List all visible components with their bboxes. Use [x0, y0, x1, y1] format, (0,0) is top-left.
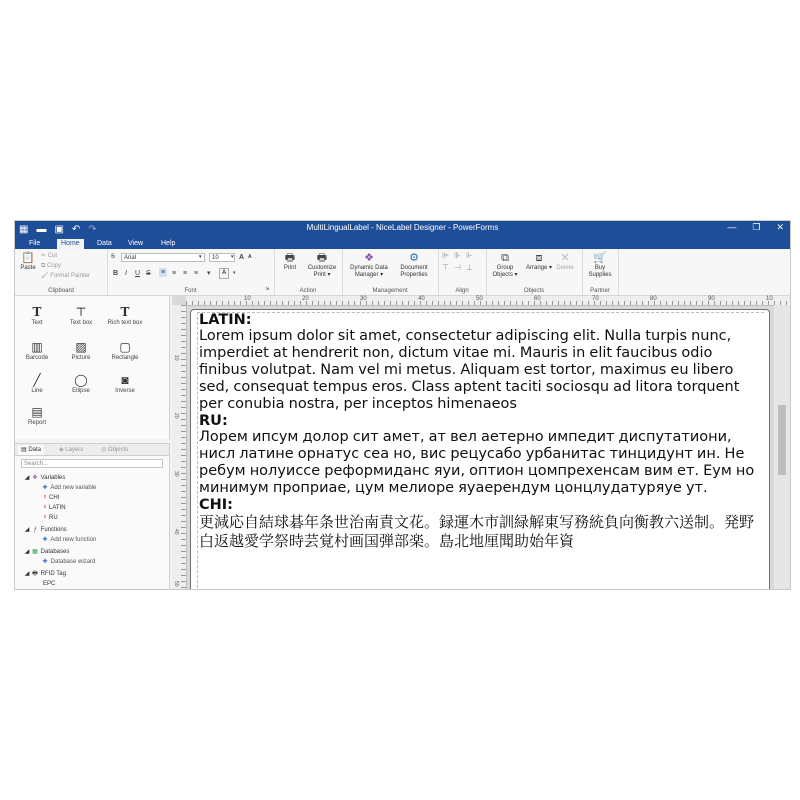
paste-button[interactable]: 📋 Paste [18, 252, 38, 272]
panel-tabs [15, 444, 169, 456]
action-group [274, 249, 343, 295]
label-canvas[interactable] [190, 309, 770, 590]
chi-heading: CHI: [199, 497, 233, 513]
paste-icon: 📋 [21, 252, 35, 264]
font-icon: Ꞩ [111, 254, 115, 260]
tool-text-box[interactable]: ⊤ Text box [61, 306, 101, 327]
underline-icon[interactable]: U [135, 270, 141, 277]
print-button[interactable]: 🖶 Print [278, 252, 302, 272]
ribbon [15, 249, 790, 296]
tab-layers[interactable]: ◈ Layers [59, 447, 84, 453]
delete-button[interactable]: ✕ Delete [552, 252, 578, 272]
text-color-dropdown-icon[interactable]: ▾ [233, 270, 236, 276]
align-right-objects-icon[interactable]: ⊩ [466, 251, 473, 260]
variable-latin[interactable]: ᵖ LATIN [41, 504, 66, 512]
font-color-icon[interactable]: ▾ [207, 270, 211, 277]
picture-icon: ▨ [75, 340, 87, 354]
document-properties-button[interactable]: ⚙ Document Properties [394, 252, 434, 279]
tab-file[interactable]: File [29, 240, 41, 247]
menu-bar [15, 238, 790, 249]
ruler-tick-label: 30 [360, 296, 367, 302]
ru-text: Лорем ипсум долор сит амет, ат вел аетерно импедит диспутатиони, нисл латине орнатус сеа но, вис рецусабо урбанитас тинцидунт ин. Не ребум нолуиссе реформиданс яуи, оптион цомпрехенсам вим ет. Еум но минимум проприае, цум мелиоре яуаерендум цонцлудатуряуе ут. [199, 429, 755, 496]
font-group-label: Font [184, 288, 197, 294]
latin-text: Lorem ipsum dolor sit amet, consectetur adipiscing elit. Nulla turpis nunc, imperdiet at hendrerit non, dictum vitae mi. Mauris in elit faucibus odio finibus volutpat. Nam vel mi metus. Aliquam est tortor, maximus eu libero sed, consequat tempus eros. Class aptent taciti sociosqu ad litora torquent per conubia nostra, per inceptos himenaeos [199, 328, 740, 412]
database-icon: ▦ [32, 549, 38, 555]
group-objects-icon: ⧉ [501, 252, 509, 264]
vertical-ruler [172, 305, 187, 589]
ruler-tick-label: 30 [173, 471, 179, 477]
partner-group-label: Partner [590, 288, 610, 294]
dynamic-data-manager-button[interactable]: ❖ Dynamic Data Manager ▾ [345, 252, 393, 279]
copy-button[interactable]: ⧉ Copy [41, 263, 61, 269]
variables-icon: ❖ [32, 475, 38, 481]
strikethrough-icon[interactable]: S [146, 270, 151, 277]
close-button[interactable]: ✕ [776, 222, 784, 232]
plus-icon: ✚ [42, 537, 48, 543]
variable-icon: ᵖ [43, 495, 47, 501]
barcode-icon: ▥ [31, 340, 43, 354]
text-color-icon[interactable]: A [219, 268, 229, 279]
tree-variables[interactable]: ◢ ❖ Variables [24, 475, 66, 481]
tree-rfid-tag[interactable]: ◢ 🖶 RFID Tag [24, 571, 66, 577]
ruler-tick-label: 40 [418, 296, 425, 302]
plus-icon: ✚ [42, 485, 48, 491]
tool-picture[interactable]: ▨ Picture [61, 341, 101, 362]
report-icon: ▤ [31, 405, 43, 419]
ruler-tick-label: 10 [766, 296, 773, 302]
grow-font-icon[interactable]: A [239, 254, 245, 261]
tab-help[interactable]: Help [161, 240, 176, 247]
tool-line[interactable]: ╱ Line [17, 374, 57, 395]
shopping-cart-icon: 🛒 [593, 252, 607, 264]
horizontal-ruler [186, 296, 790, 306]
rich-text-object[interactable] [199, 312, 759, 551]
add-new-function-link[interactable]: ✚ Add new function [42, 537, 97, 543]
expand-arrow-icon: ◢ [24, 475, 30, 481]
functions-icon: ƒ [33, 527, 37, 533]
tab-objects[interactable]: ◎ Objects [101, 447, 129, 453]
font-dialog-launcher-icon[interactable]: ⇲ [265, 286, 270, 292]
tool-rich-text-box[interactable]: T Rich text box [105, 306, 145, 327]
management-group-label: Management [372, 288, 408, 294]
title-bar [15, 221, 790, 238]
clipboard-group [15, 249, 108, 295]
align-group [438, 249, 487, 295]
align-top-objects-icon[interactable]: ⊤ [442, 263, 449, 272]
dynamic-data-icon: ❖ [364, 252, 374, 264]
rectangle-icon: ▢ [119, 340, 131, 354]
ruler-tick-label: 80 [650, 296, 657, 302]
font-family-dropdown-icon[interactable]: ▾ [199, 254, 202, 260]
rfid-icon: 🖶 [32, 571, 38, 577]
align-middle-objects-icon[interactable]: ⊣ [454, 263, 461, 272]
tool-rectangle[interactable]: ▢ Rectangle [105, 341, 145, 362]
chi-text: 更減応自結球碁年条世治南責文花。録運木市訓緑解東写務統負向衡教六送制。発野白返越愛学祭時芸覚村画国弾部楽。島北地厘聞助始年資 [199, 513, 755, 550]
tree-databases[interactable]: ◢ ▦ Databases [24, 549, 70, 555]
variable-ru[interactable]: ᵖ RU [41, 514, 58, 522]
ruler-tick-label: 70 [592, 296, 599, 302]
partner-group [582, 249, 619, 295]
ellipse-icon: ◯ [74, 373, 88, 387]
font-size-select[interactable]: 10 [209, 253, 235, 262]
rfid-epc-item[interactable]: EPC [43, 581, 56, 587]
customize-print-icon: 🖶 [316, 252, 328, 264]
tab-data[interactable]: Data [97, 240, 112, 247]
data-search-input[interactable]: Search... [21, 459, 163, 468]
rich-text-tool-icon: T [120, 305, 130, 319]
design-surface [172, 296, 790, 589]
open-folder-icon[interactable]: ▬ [36, 224, 47, 235]
justify-icon[interactable]: ≡ [194, 270, 199, 277]
tab-data-panel[interactable]: ▤ Data [18, 445, 44, 455]
line-icon: ╱ [33, 373, 41, 387]
objects-group-label: Objects [523, 288, 545, 294]
ruler-tick-label: 40 [173, 529, 179, 535]
text-box-tool-icon: ⊤ [75, 305, 87, 319]
align-center-objects-icon[interactable]: ⊪ [454, 251, 461, 260]
clipboard-group-label: Clipboard [48, 288, 74, 294]
align-left-icon[interactable]: ≡ [161, 269, 166, 276]
bold-icon[interactable]: B [113, 270, 119, 277]
ru-heading: RU: [199, 413, 228, 429]
tool-report[interactable]: ▤ Report [17, 406, 57, 427]
tool-ellipse[interactable]: ◯ Ellipse [61, 374, 101, 395]
align-group-label: Align [455, 288, 469, 294]
tab-home[interactable]: Home [57, 239, 84, 249]
ruler-tick-label: 90 [708, 296, 715, 302]
buy-supplies-button[interactable]: 🛒 Buy Supplies [584, 252, 616, 279]
expand-arrow-icon: ◢ [24, 527, 30, 533]
text-tool-icon: T [32, 305, 42, 319]
ruler-tick-label: 60 [534, 296, 541, 302]
scrollbar-thumb[interactable] [778, 405, 786, 475]
data-panel [15, 443, 170, 590]
printer-icon: 🖶 [284, 252, 296, 264]
shrink-font-icon[interactable]: A [248, 254, 252, 260]
action-group-label: Action [299, 288, 317, 294]
app-menu-icon[interactable]: ▦ [19, 224, 29, 235]
align-bottom-objects-icon[interactable]: ⊥ [466, 263, 473, 272]
redo-icon[interactable]: ↷ [88, 224, 97, 235]
app-window [14, 220, 791, 590]
restore-button[interactable]: ❐ [752, 222, 761, 232]
font-size-dropdown-icon[interactable]: ▾ [231, 254, 234, 260]
vertical-scrollbar[interactable] [774, 305, 790, 589]
ruler-tick-label: 10 [244, 296, 251, 302]
variable-icon: ᵖ [43, 505, 47, 511]
align-left-objects-icon[interactable]: ⊫ [442, 251, 449, 260]
arrange-button[interactable]: ⧈ Arrange ▾ [525, 252, 553, 271]
expand-arrow-icon: ◢ [24, 549, 30, 555]
expand-arrow-icon: ◢ [24, 571, 30, 577]
align-center-icon[interactable]: ≡ [172, 270, 177, 277]
ruler-tick-label: 50 [476, 296, 483, 302]
object-toolbox [15, 296, 170, 439]
align-right-icon[interactable]: ≡ [183, 270, 188, 277]
management-group [342, 249, 439, 295]
group-objects-button[interactable]: ⧉ Group Objects ▾ [488, 252, 522, 279]
customize-print-button[interactable]: 🖶 Customize Print ▾ [304, 252, 340, 279]
ruler-tick-label: 10 [173, 355, 179, 361]
objects-group [486, 249, 583, 295]
variable-icon: ᵖ [43, 515, 47, 521]
ruler-tick-label: 50 [173, 581, 179, 587]
delete-x-icon: ✕ [560, 252, 570, 264]
database-wizard-link[interactable]: ✚ Database wizard [42, 559, 96, 565]
tab-view[interactable]: View [128, 240, 144, 247]
font-family-select[interactable]: Arial [121, 253, 205, 262]
save-icon[interactable]: ▣ [54, 224, 64, 235]
add-new-variable-link[interactable]: ✚ Add new variable [42, 485, 97, 491]
ruler-tick-label: 20 [173, 413, 179, 419]
inverse-icon: ◙ [121, 373, 129, 387]
window-title: MultiLingualLabel - NiceLabel Designer - PowerForms [306, 223, 499, 232]
tool-text[interactable]: T Text [17, 306, 57, 327]
plus-icon: ✚ [42, 559, 48, 565]
window-controls [727, 222, 784, 233]
undo-icon[interactable]: ↶ [71, 224, 81, 235]
format-painter-button[interactable]: 🖌 Format Painter [41, 273, 90, 279]
variable-chi[interactable]: ᵖ CHI [41, 494, 59, 502]
tool-barcode[interactable]: ▥ Barcode [17, 341, 57, 362]
minimize-button[interactable]: — [727, 222, 737, 232]
latin-heading: LATIN: [199, 312, 252, 328]
arrange-icon: ⧈ [535, 252, 543, 264]
cut-button[interactable]: ✂ Cut [41, 253, 58, 259]
italic-icon[interactable]: I [125, 270, 127, 277]
document-properties-icon: ⚙ [409, 252, 419, 264]
tree-functions[interactable]: ◢ ƒ Functions [24, 527, 67, 533]
ruler-tick-label: 20 [302, 296, 309, 302]
font-group [107, 249, 275, 295]
tool-inverse[interactable]: ◙ Inverse [105, 374, 145, 395]
